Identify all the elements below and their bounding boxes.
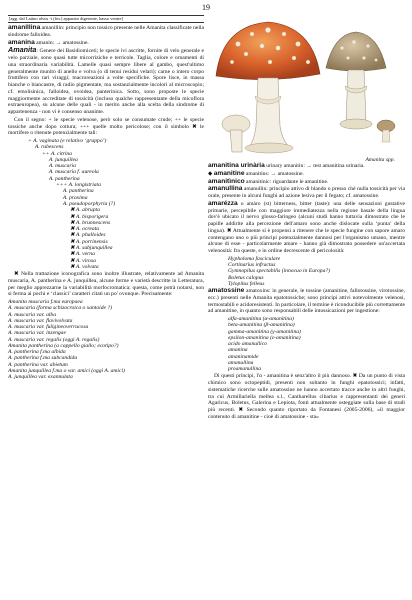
headword: amanitine <box>213 169 245 177</box>
list-item: amanullina <box>228 359 254 366</box>
entry-amanillina <box>8 25 204 39</box>
headword: amanillina <box>8 24 41 31</box>
intro-bar: [agg. dal Latino alvus -i (fm.) apparato digerente, basso ventre] <box>8 15 204 23</box>
list-item: alfa-amanitina (α-amanitina) <box>228 316 294 322</box>
entry-text: amanin: → amatossine. <box>34 39 89 46</box>
entry-text: amatoxins: in generale, le tossine (amanitine, fallotossine, virotossine, ecc.) presenti nelle Amanita epatotossiche; sono principi attivi notevolmente velenosi, termostabili e acidoresistenti. In particolare, il termine è riconducibile più correttamente ad amanitine, in quanto sono responsabili delle intossicazioni per ingestione: <box>208 288 405 315</box>
page-number: 19 <box>202 3 210 12</box>
entry-text: urinary amanitin: → test amanitina urinaria. <box>264 163 365 169</box>
list-item: A. junquillea var. exannulata <box>8 374 73 381</box>
list-item: Gymnopilus spectabilis (innocuo in Europa?) <box>228 268 331 275</box>
forms-intro-paragraph: ✖ Nella trattazione iconografica sono inoltre illustrate, relativamente ad Amanita muscaria, A. pantherina e A. junquillea, alcune forme e varietà descritte in Letteratura, per meglio apprezzarne la variabilità morfocromatica; questa, come potrà notarsi, non si ferma ai pochi e ‘classici’ caratteri citati un po' ovunque. Precisamente: <box>8 271 204 298</box>
list-item: Boletus calopus <box>228 274 264 281</box>
toxins-list <box>208 316 405 372</box>
bitter-species-list <box>208 256 405 287</box>
entry-text: amanillin: principio non tossico presente nelle Amanita classificate nella sindrome falloidea. <box>8 25 204 38</box>
amanita-illustration <box>208 14 405 162</box>
list-item: Hypholoma fasciculare <box>228 255 281 262</box>
left-column <box>8 14 204 380</box>
headword: amarézza <box>208 199 238 207</box>
headword: amanitina urinària <box>208 162 265 169</box>
entry-amanitina-urinaria <box>208 163 405 170</box>
right-column <box>208 14 405 422</box>
forms-list <box>8 299 204 380</box>
list-item: acido amanullico <box>228 341 267 347</box>
list-item: amanina <box>228 347 248 354</box>
list-item: beta-amanitina (β-amanitina) <box>228 322 295 329</box>
list-item: gamma-amanitina (γ-amanitina) <box>228 328 301 335</box>
list-item: Cortinarius infractus <box>228 262 276 268</box>
entry-text: o amàro (st) bitterness, bitter (taste): una delle sensazioni gustative primarie, percepibile con maggiore immediatezza nella regione basale della lingua dov'è ubicato il nervo glosso-faringeo (alcuni studi hanno tuttavia dimostrato che le papille addirite alla percezione dell'amaro sono anche dislocate sulla ‘punta’ della lingua). ✖ Attualmente si è propensi a ritenere che le specie fungine con sapore amaro contengano uno o più principi potenzialmente dannosi per l'organismo umano, mentre alcune di esse - particolarmente amare - hanno già dimostrato possedere un'accertata velenosità: fra queste, e in ordine decrescente di pericolosità: <box>208 200 405 254</box>
entry-text: amanitinic: riguardante le amanitine. <box>244 178 329 185</box>
list-item: Amanita muscaria f.ma europaea <box>8 299 83 306</box>
list-item: Amanita pantherina (a cappello giallo; ecotipo?) <box>8 342 119 349</box>
entry-amanitinico <box>208 179 405 186</box>
toxicity-tree: + A. vaginata (e relativo ‘gruppo’) A. rubescens ++ A. citrina A. junquillea A. muscaria A. muscaria f. aureola A. pantherina +++ A. longistriata A. pantherina A. proxima A. pseudoporphyria (?) ✖ A. abrupta ✖ A. bisporigera ✖ A. brunnescens ✖ A. ocreata ✖ A. phalloides ✖ A. porrinensis ✖ A. subjunquillea ✖ A. verna ✖ A. virosa ✖ A. volvata <box>28 138 116 270</box>
list-item: A. muscaria (forma schizocroica o xantoide ?) <box>8 305 113 312</box>
entry-amatossine <box>208 288 405 315</box>
amanita-legend-paragraph: Con il segno: + le specie velenose, però solo se consumate crude; ++ le specie tossiche anche dopo cottura; +++ quelle molto pericolose; con il simbolo ✖ le mortifere o ritenute potenzialmente tali: <box>8 116 204 137</box>
diamond-icon: ◆ <box>208 170 214 177</box>
list-item: Tylopilus felleus <box>228 280 265 287</box>
list-item: A. muscaria var. inzengae <box>8 330 66 337</box>
headword: Amanita <box>8 45 37 55</box>
headword: amatossine <box>208 287 245 294</box>
list-item: A. pantherina f.ma albida <box>8 349 66 356</box>
list-item: epsilon-amanitina (ε-amanitina) <box>228 334 301 341</box>
headword: amanitìnico <box>208 177 245 185</box>
entry-amanita <box>8 47 204 116</box>
entry-text: amanullin: principio attivo di blando o presso ché nulla tossicità per via orale, presente in alcuni funghi ad azione lesiva per il fegato; cf. amatossine. <box>208 186 405 199</box>
entry-amanullina <box>208 186 405 200</box>
list-item: A. muscaria var. regalis (oggi A. regalis) <box>8 336 100 343</box>
list-item: A. pantherina f.ma subcandida <box>8 355 78 362</box>
entry-amanitine <box>208 171 405 178</box>
entry-amanina <box>8 40 204 47</box>
list-item: amaninamide <box>228 353 259 360</box>
list-item: Amanita junquillea f.ma o var. amici (oggi A. amici) <box>8 367 125 374</box>
amatossine-final-paragraph: Di questi principi, l'α - amanitina è senz'altro il più dannoso. ✖ Da un punto di vista chimico sono octopeptidi, presenti non soltanto in funghi epatotossici; infatti, sistematiche ricerche sulle amatossine ne hanno accertato tracce anche in altri funghi, tra cui Armillariella mellea s.l., Cantharellus cibarius e rappresentanti dei generi Agaricus, Boletus, Galerina e Lepiota, fonti attualmente osteggiate sulla base di studi più recenti. ✖ Secondo quanto riportato da Fontanesi (2005-2006), «il maggior contenuto di amanitine - cioè di amatossine - sta» <box>208 373 405 420</box>
figure-caption: Amanita spp. <box>365 157 395 164</box>
list-item: A. pantherina var. abietum <box>8 361 68 368</box>
headword: amanina <box>8 38 35 46</box>
list-item: A. muscaria var. alba <box>8 311 57 318</box>
list-item: A. muscaria var. flavivolvata <box>8 317 73 324</box>
list-item: proamanullina <box>228 366 262 372</box>
list-item: A. muscaria var. fuligineoverrucosa <box>8 324 89 331</box>
entry-text: amanitins: → amatossine. <box>244 170 304 177</box>
entry-text: : Genere dei Basidiomiceti; le specie ivi ascritte, fornite di velo generale e velo parziale, sono quasi tutte micorriziche e terricole. Taglia, colore e ornamenti di una straordinaria variabilità. Lamelle quasi sempre libere al gambo, quest'ultimo generalmente munito di anello e volva (o di tenui residui velari); carne o intero corpo fruttifero con rari viraggi; macroreazioni a volte specifiche. Spore lisce, in massa bianche o biancastre, di radio pigmentate, ma sostanzialmente incolori al microscopio; cf. emolisinica, falloidea, ovoidea, panterinica. Sotto, sono proposte le specie maggiormente accreditate di tossicità (incluso qualche rappresentante della micoflora extraeuropea), su alcune delle quali - in merito anche alla scelta della sindrome di appartenenza - non vi è consenso unanime. <box>8 48 204 115</box>
entry-amarezza <box>208 201 405 255</box>
headword: amanullina <box>208 185 243 193</box>
mushroom-illustration <box>208 14 405 162</box>
